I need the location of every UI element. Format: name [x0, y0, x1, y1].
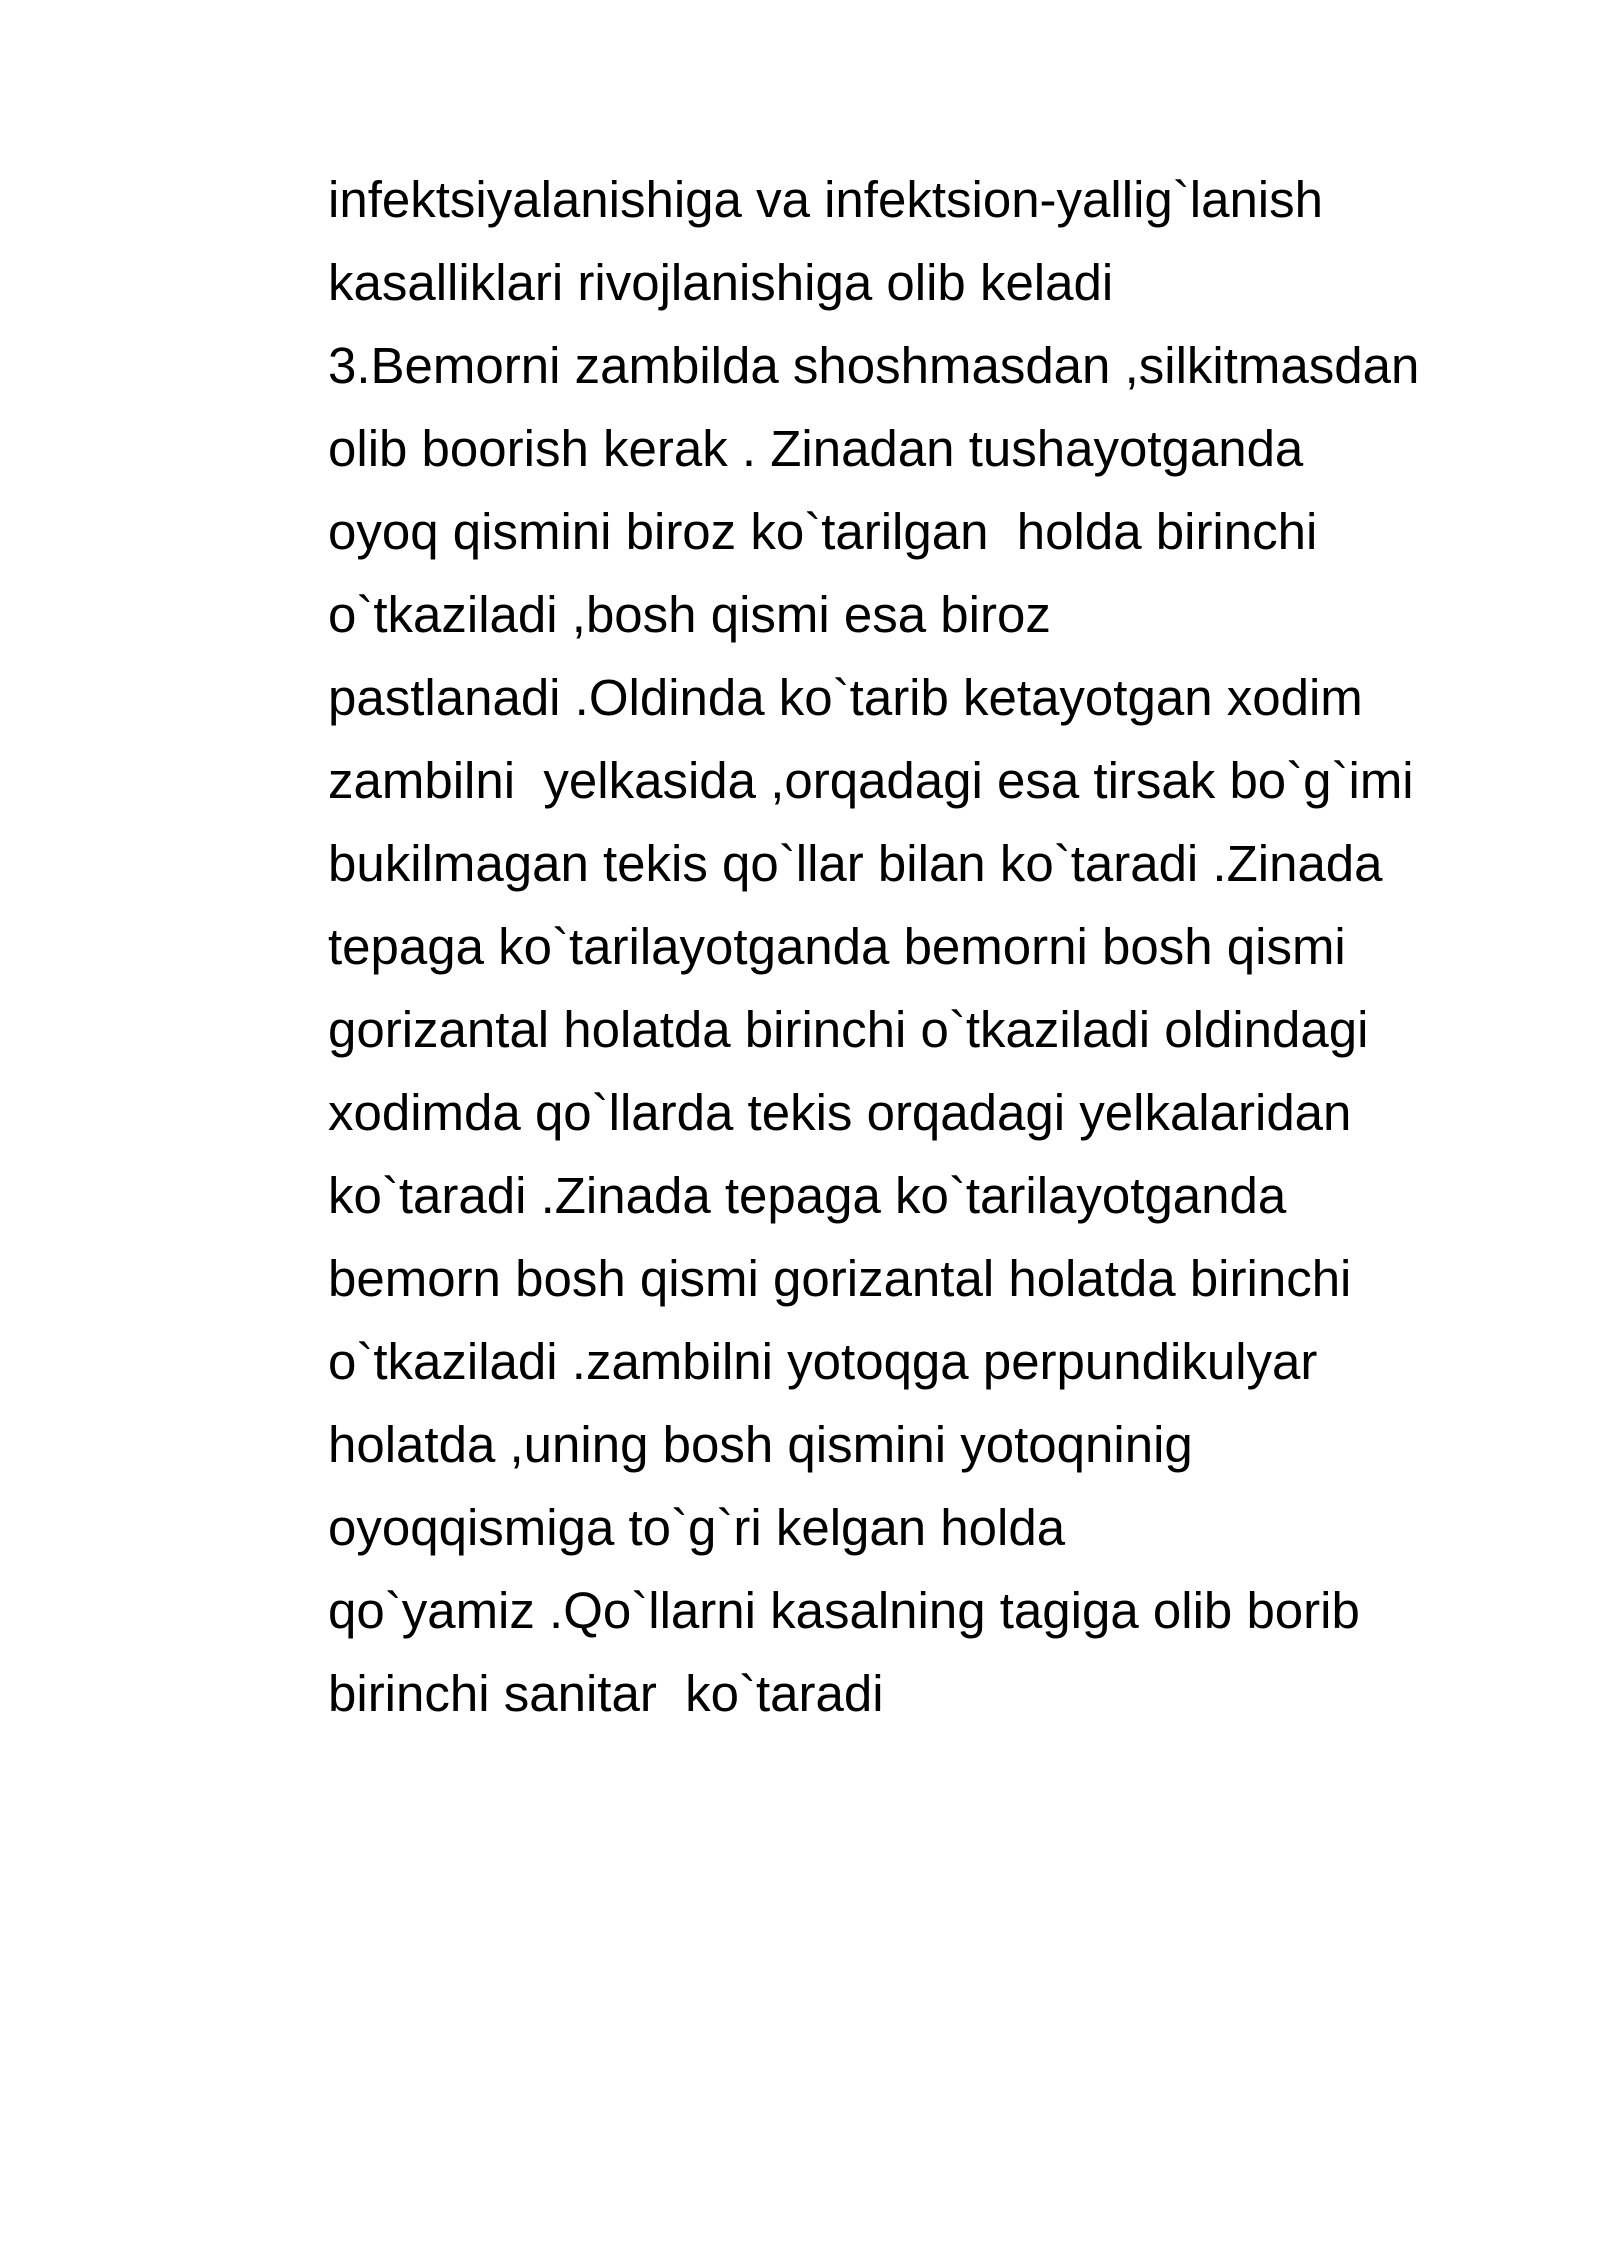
text-line: infektsiyalanishiga va infektsion-yallig`lanish [328, 171, 1323, 228]
text-line: o`tkaziladi ,bosh qismi esa biroz [328, 586, 1051, 643]
text-line: tepaga ko`tarilayotganda bemorni bosh qismi [328, 918, 1346, 975]
text-line: bukilmagan tekis qo`llar bilan ko`taradi .Zinada [328, 835, 1383, 892]
body-text [328, 158, 1528, 1735]
text-line: holatda ,uning bosh qismini yotoqninig [328, 1416, 1193, 1473]
text-line: bemorn bosh qismi gorizantal holatda birinchi [328, 1250, 1352, 1307]
text-line: o`tkaziladi .zambilni yotoqga perpundikulyar [328, 1333, 1318, 1390]
text-line: pastlanadi .Oldinda ko`tarib ketayotgan xodim [328, 669, 1363, 726]
text-line: xodimda qo`llarda tekis orqadagi yelkalaridan [328, 1084, 1352, 1141]
text-line: zambilni yelkasida ,orqadagi esa tirsak bo`g`imi [328, 752, 1414, 809]
text-line: 3.Bemorni zambilda shoshmasdan ,silkitmasdan [328, 337, 1420, 394]
text-line: qo`yamiz .Qo`llarni kasalning tagiga olib borib [328, 1582, 1360, 1639]
text-line: oyoqqismiga to`g`ri kelgan holda [328, 1499, 1066, 1556]
text-line: oyoq qismini biroz ko`tarilgan holda birinchi [328, 503, 1318, 560]
text-line: kasalliklari rivojlanishiga olib keladi [328, 254, 1114, 311]
text-line: olib boorish kerak . Zinadan tushayotganda [328, 420, 1304, 477]
text-line: ko`taradi .Zinada tepaga ko`tarilayotganda [328, 1167, 1287, 1224]
text-line: gorizantal holatda birinchi o`tkaziladi oldindagi [328, 1001, 1369, 1058]
text-line: birinchi sanitar ko`taradi [328, 1665, 884, 1722]
